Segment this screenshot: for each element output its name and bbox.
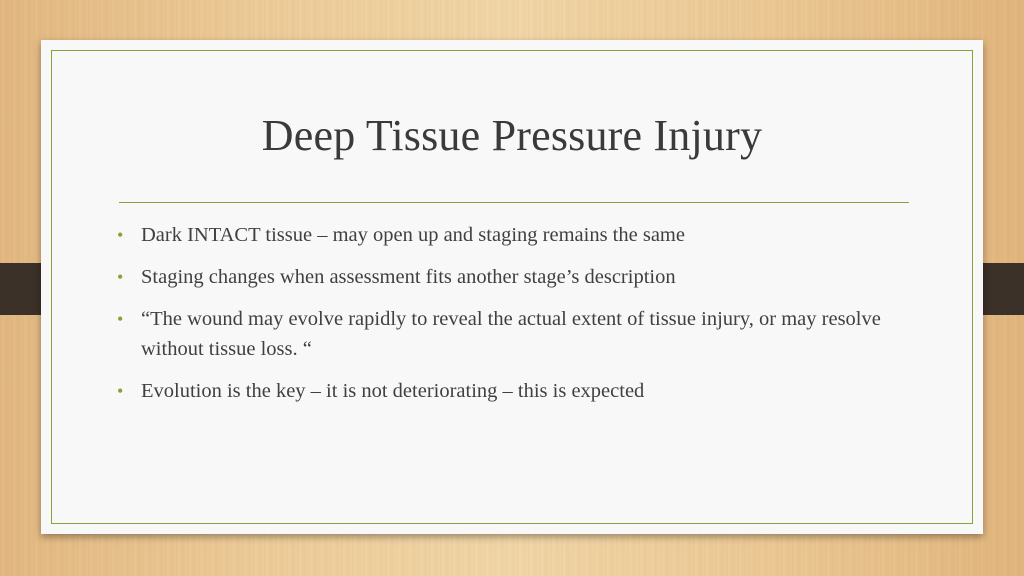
bullet-text: Staging changes when assessment fits another stage’s description bbox=[141, 266, 676, 288]
slide-title: Deep Tissue Pressure Injury bbox=[261, 111, 763, 160]
bullet-text: Evolution is the key – it is not deteriorating – this is expected bbox=[141, 380, 645, 402]
bullet-icon: • bbox=[117, 309, 124, 329]
bullet-text: Dark INTACT tissue – may open up and staging remains the same bbox=[141, 224, 685, 246]
bullet-text: “The wound may evolve rapidly to reveal the actual extent of tissue injury, or may resolve without tissue loss. “ bbox=[141, 308, 881, 360]
bullet-item bbox=[117, 304, 917, 364]
bullet-list bbox=[117, 220, 917, 418]
bullet-icon: • bbox=[117, 381, 124, 401]
bullet-item bbox=[117, 262, 917, 292]
slide-card bbox=[41, 40, 983, 534]
bullet-icon: • bbox=[117, 225, 124, 245]
title-divider bbox=[119, 202, 909, 203]
bullet-item bbox=[117, 376, 917, 406]
bullet-item bbox=[117, 220, 917, 250]
bullet-icon: • bbox=[117, 267, 124, 287]
